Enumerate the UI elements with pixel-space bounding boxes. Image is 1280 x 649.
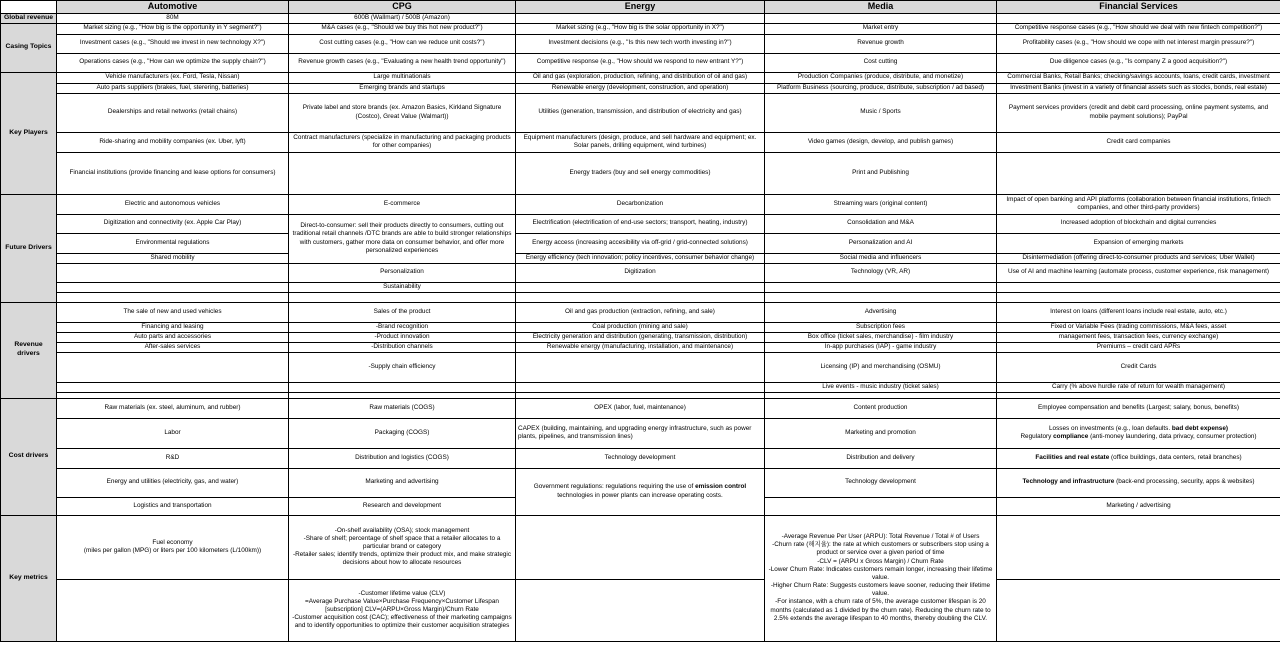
category-cost-drivers: Cost drivers: [1, 398, 57, 515]
table-cell: Labor: [57, 418, 289, 448]
table-cell: [289, 579, 516, 641]
table-cell: Energy access (increasing accesibility via off-grid / grid-connected solutions): [516, 233, 765, 253]
table-cell: Equipment manufacturers (design, produce, and sell hardware and equipment; ex. Solar panels, drilling equipment, wind turbines): [516, 132, 765, 152]
table-cell: Utilities (generation, transmission, and distribution of electricity and gas): [516, 93, 765, 132]
header-energy: Energy: [516, 1, 765, 14]
header-financial-services: Financial Services: [997, 1, 1280, 14]
table-cell: [765, 282, 997, 292]
table-cell: Renewable energy (manufacturing, installation, and maintenance): [516, 342, 765, 352]
table-cell: [997, 468, 1280, 497]
table-cell: Revenue growth: [765, 34, 997, 53]
table-cell: [57, 352, 289, 382]
table-cell: Cost cutting cases (e.g., "How can we reduce unit costs?"): [289, 34, 516, 53]
table-cell: Dealerships and retail networks (retail chains): [57, 93, 289, 132]
table-cell: Private label and store brands (ex. Amazon Basics, Kirkland Signature (Costco), Great Value (Walmart)): [289, 93, 516, 132]
table-cell: Expansion of emerging markets: [997, 233, 1280, 253]
table-cell: Large multinationals: [289, 72, 516, 83]
table-cell: Subscription fees: [765, 322, 997, 332]
table-cell: Auto parts and accessories: [57, 332, 289, 342]
table-cell: Oil and gas production (extraction, refining, and sale): [516, 302, 765, 322]
table-cell: Auto parts suppliers (brakes, fuel, sterering, batteries): [57, 83, 289, 93]
table-cell: R&D: [57, 448, 289, 468]
global-revenue-media: [765, 13, 997, 23]
table-cell: Interest on loans (different loans include real estate, auto, etc.): [997, 302, 1280, 322]
table-cell: [997, 418, 1280, 448]
metric-line: -On-shelf availability (OSA); stock management: [334, 526, 470, 534]
table-cell: Box office (ticket sales, merchandise) - film industry: [765, 332, 997, 342]
table-cell: Platform Business (sourcing, produce, distribute, subscription / ad based): [765, 83, 997, 93]
table-cell: Investment cases (e.g., "Should we invest in new technology X?"): [57, 34, 289, 53]
corner-cell: [1, 1, 57, 14]
table-cell: -Distribution channels: [289, 342, 516, 352]
metric-line: -Average Revenue Per User (ARPU): Total Revenue / Total # of Users: [781, 532, 980, 540]
table-cell: [997, 292, 1280, 302]
category-revenue-drivers: Revenue drivers: [1, 302, 57, 398]
table-cell: Payment services providers (credit and debit card processing, online payment systems, and mobile payment solutions); PayPal: [997, 93, 1280, 132]
category-key-players: Key Players: [1, 72, 57, 194]
table-cell: Energy efficiency (tech innovation; policy incentives, consumer behavior change): [516, 253, 765, 263]
table-cell: Shared mobility: [57, 253, 289, 263]
bold-term: bad debt expense): [1171, 424, 1229, 432]
table-cell: Disintermediation (offering direct-to-consumer products and services; Uber Wallet): [997, 253, 1280, 263]
table-cell: Premiums – credit card APRs: [997, 342, 1280, 352]
table-cell: Revenue growth cases (e.g., "Evaluating a new health trend opportunity"): [289, 53, 516, 72]
cell-text: Government regulations: regulations requiring the use of: [533, 483, 694, 491]
metric-line: -Lower Churn Rate: Indicates customers remain longer, increasing their lifetime value.: [768, 565, 993, 581]
table-cell: Print and Publishing: [765, 152, 997, 194]
bold-term: Facilities and real estate: [1035, 453, 1110, 461]
category-casing-topics: Casing Topics: [1, 23, 57, 72]
table-cell: [516, 382, 765, 392]
metric-line: -Churn rate (해지율): the rate at which customers or subscribers stop using a product or service over a given period of time: [772, 541, 989, 557]
table-cell: [57, 382, 289, 392]
table-cell: [765, 497, 997, 515]
table-cell: Marketing / advertising: [997, 497, 1280, 515]
table-cell: [57, 292, 289, 302]
table-cell: Financial institutions (provide financing and lease options for consumers): [57, 152, 289, 194]
metric-line: -Higher Churn Rate: Suggests customers leave sooner, reducing their lifetime value.: [770, 582, 991, 598]
table-cell: Digitization and connectivity (ex. Apple Car Play): [57, 214, 289, 233]
table-cell: Contract manufacturers (specialize in manufacturing and packaging products for other companies): [289, 132, 516, 152]
table-cell: [997, 448, 1280, 468]
table-cell: Emerging brands and startups: [289, 83, 516, 93]
table-cell: Music / Sports: [765, 93, 997, 132]
table-cell: [997, 515, 1280, 579]
table-cell: Environmental regulations: [57, 233, 289, 253]
table-cell: Electric and autonomous vehicles: [57, 194, 289, 214]
table-cell: Digitization: [516, 263, 765, 282]
table-cell: Marketing and advertising: [289, 468, 516, 497]
table-cell: Personalization and AI: [765, 233, 997, 253]
table-cell: Due diligence cases (e.g., "Is company Z a good acquisition?"): [997, 53, 1280, 72]
table-cell: Profitability cases (e.g., "How should we cope with net interest margin pressure?"): [997, 34, 1280, 53]
table-cell: [57, 579, 289, 641]
table-cell: Technology (VR, AR): [765, 263, 997, 282]
global-revenue-automotive: 80M: [57, 13, 289, 23]
table-cell: [765, 515, 997, 641]
table-cell: Market sizing (e.g., "How big is the solar opportunity in X?"): [516, 23, 765, 34]
table-cell: [997, 282, 1280, 292]
bold-term: compliance: [1053, 433, 1089, 441]
header-media: Media: [765, 1, 997, 14]
table-cell: Cost cutting: [765, 53, 997, 72]
table-cell: Competitive response (e.g., "How should we respond to new entrant Y?"): [516, 53, 765, 72]
table-cell: Credit card companies: [997, 132, 1280, 152]
table-cell: Investment Banks (invest in a variety of financial assets such as stocks, bonds, real estate): [997, 83, 1280, 93]
table-cell: Personalization: [289, 263, 516, 282]
header-cpg: CPG: [289, 1, 516, 14]
table-cell: Research and development: [289, 497, 516, 515]
table-cell: Technology development: [765, 468, 997, 497]
table-cell: Licensing (IP) and merchandising (OSMU): [765, 352, 997, 382]
table-cell: [516, 352, 765, 382]
table-cell: Vehicle manufacturers (ex. Ford, Tesla, Nissan): [57, 72, 289, 83]
table-cell: Electricity generation and distribution (generating, transmission, distribution): [516, 332, 765, 342]
table-cell: Social media and influencers: [765, 253, 997, 263]
table-cell: Competitive response cases (e.g., "How should we deal with new fintech competition?"): [997, 23, 1280, 34]
table-cell: [57, 515, 289, 579]
table-cell: The sale of new and used vehicles: [57, 302, 289, 322]
global-revenue-financial: [997, 13, 1280, 23]
table-cell: E-commerce: [289, 194, 516, 214]
global-revenue-energy: [516, 13, 765, 23]
table-cell: Consolidation and M&A: [765, 214, 997, 233]
table-cell: [516, 292, 765, 302]
table-cell: Marketing and promotion: [765, 418, 997, 448]
table-cell: Ride-sharing and mobility companies (ex. Uber, lyft): [57, 132, 289, 152]
table-cell: Direct-to-consumer: sell their products directly to consumers, cutting out traditional retail channels /DTC brands are able to build stronger relationships with customers, gather more data on consumer behavior, and offer more personalized experiences: [289, 214, 516, 263]
table-cell: [289, 382, 516, 392]
table-cell: Raw materials (COGS): [289, 398, 516, 418]
metric-line: -Customer lifetime value (CLV): [358, 589, 446, 597]
table-cell: CAPEX (building, maintaining, and upgrading energy infrastructure, such as power plants, pipelines, and transmission lines): [516, 418, 765, 448]
metric-line: Fuel economy: [152, 538, 193, 546]
header-automotive: Automotive: [57, 1, 289, 14]
metric-line: -Share of shelf; percentage of shelf space that a retailer allocates to a particular brand or category: [303, 534, 501, 550]
table-cell: Advertising: [765, 302, 997, 322]
table-cell: -Brand recognition: [289, 322, 516, 332]
table-cell: [997, 579, 1280, 641]
table-cell: Credit Cards: [997, 352, 1280, 382]
table-cell: Distribution and delivery: [765, 448, 997, 468]
bold-term: Technology and infrastructure: [1022, 478, 1115, 486]
table-cell: [289, 152, 516, 194]
table-cell: Production Companies (produce, distribute, and monetize): [765, 72, 997, 83]
table-cell: Financing and leasing: [57, 322, 289, 332]
table-cell: [765, 292, 997, 302]
table-cell: Packaging (COGS): [289, 418, 516, 448]
table-cell: management fees, transaction fees, currency exchange): [997, 332, 1280, 342]
table-cell: [516, 579, 765, 641]
cell-text: (anti-money laundering, data privacy, consumer protection): [1090, 433, 1257, 441]
table-cell: M&A cases (e.g., "Should we buy this hot new product?"): [289, 23, 516, 34]
table-cell: [57, 282, 289, 292]
metric-line: -Customer acquisition cost (CAC); effectiveness of their marketing campaigns and to identify opportunities to optimize their customer acquisition strategies: [292, 614, 512, 630]
table-cell: Sustainability: [289, 282, 516, 292]
table-cell: Impact of open banking and API platforms (collaboration between financial institutions, fintech companies, and other third-party providers): [997, 194, 1280, 214]
table-cell: Employee compensation and benefits (Largest; salary, bonus, benefits): [997, 398, 1280, 418]
table-cell: Sales of the product: [289, 302, 516, 322]
table-cell: Market entry: [765, 23, 997, 34]
table-cell: [997, 152, 1280, 194]
table-cell: Fixed or Variable Fees (trading commissions, M&A fees, asset: [997, 322, 1280, 332]
table-cell: Electrification (electrification of end-use sectors; transport, heating, industry): [516, 214, 765, 233]
metric-line: -CLV = (ARPU x Gross Margin) / Churn Rate: [817, 557, 944, 565]
table-cell: Decarbonization: [516, 194, 765, 214]
table-cell: Investment decisions (e.g., "Is this new tech worth investing in?"): [516, 34, 765, 53]
table-cell: Energy traders (buy and sell energy commodities): [516, 152, 765, 194]
metric-line: =Average Purchase Value×Purchase Frequency×Customer Lifespan: [305, 597, 499, 605]
metric-line: -For instance, with a churn rate of 5%, the average customer lifespan is 20 months (calculated as 1 divided by the churn rate). Reducing the churn rate to 2.5% extends the average lifespan to 40 months, thereby doubling the CLV.: [770, 598, 991, 622]
table-cell: Use of AI and machine learning (automate process, customer experience, risk management): [997, 263, 1280, 282]
cell-text: (office buildings, data centers, retail branches): [1111, 453, 1242, 461]
table-cell: In-app purchases (IAP) - game industry: [765, 342, 997, 352]
table-cell: Increased adoption of blockchain and digital currencies: [997, 214, 1280, 233]
table-cell: Streaming wars (original content): [765, 194, 997, 214]
table-cell: Carry (% above hurdle rate of return for wealth management): [997, 382, 1280, 392]
table-cell: [289, 515, 516, 579]
table-cell: After-sales services: [57, 342, 289, 352]
table-cell: Market sizing (e.g., "How big is the opportunity in Y segment?"): [57, 23, 289, 34]
table-cell: Video games (design, develop, and publish games): [765, 132, 997, 152]
table-cell: Coal production (mining and sale): [516, 322, 765, 332]
table-cell: Operations cases (e.g., "How can we optimize the supply chain?"): [57, 53, 289, 72]
table-cell: -Product innovation: [289, 332, 516, 342]
table-cell: [516, 282, 765, 292]
category-key-metrics: Key metrics: [1, 515, 57, 641]
category-global-revenue: Global revenue: [1, 13, 57, 23]
metric-line: (miles per gallon (MPG) or liters per 100 kilometers (L/100km)): [83, 547, 262, 555]
table-cell: Renewable energy (development, construction, and operation): [516, 83, 765, 93]
cell-text: Losses on investments (e.g., loan defaults.: [1048, 424, 1171, 432]
table-cell: [57, 263, 289, 282]
table-cell: [289, 292, 516, 302]
cell-text: technologies in power plants can increase operating costs.: [557, 491, 723, 499]
global-revenue-cpg: 600B (Wallmart) / 500B (Amazon): [289, 13, 516, 23]
metric-line: [subscription] CLV=(ARPU×Gross Margin)/Churn Rate: [325, 605, 479, 613]
table-cell: Raw materials (ex. steel, aluminum, and rubber): [57, 398, 289, 418]
table-cell: Logistics and transportation: [57, 497, 289, 515]
table-cell: Commercial Banks, Retail Banks; checking/savings accounts, loans, credit cards, investment: [997, 72, 1280, 83]
table-cell: -Supply chain efficiency: [289, 352, 516, 382]
cell-text: Regulatory: [1020, 433, 1052, 441]
metric-line: -Retailer sales; identify trends, optimize their product mix, and make strategic decisions about how to allocate resources: [292, 551, 512, 567]
table-cell: Energy and utilities (electricity, gas, and water): [57, 468, 289, 497]
table-cell: Content production: [765, 398, 997, 418]
table-cell: Distribution and logistics (COGS): [289, 448, 516, 468]
table-cell: Oil and gas (exploration, production, refining, and distribution of oil and gas): [516, 72, 765, 83]
bold-term: emission control: [695, 483, 747, 491]
table-cell: Technology development: [516, 448, 765, 468]
table-cell: OPEX (labor, fuel, maintenance): [516, 398, 765, 418]
table-cell: [516, 515, 765, 579]
category-future-drivers: Future Drivers: [1, 194, 57, 302]
cell-text: (back-end processing, security, apps & websites): [1116, 478, 1255, 486]
table-cell: [516, 468, 765, 515]
table-cell: Live events - music industry (ticket sales): [765, 382, 997, 392]
